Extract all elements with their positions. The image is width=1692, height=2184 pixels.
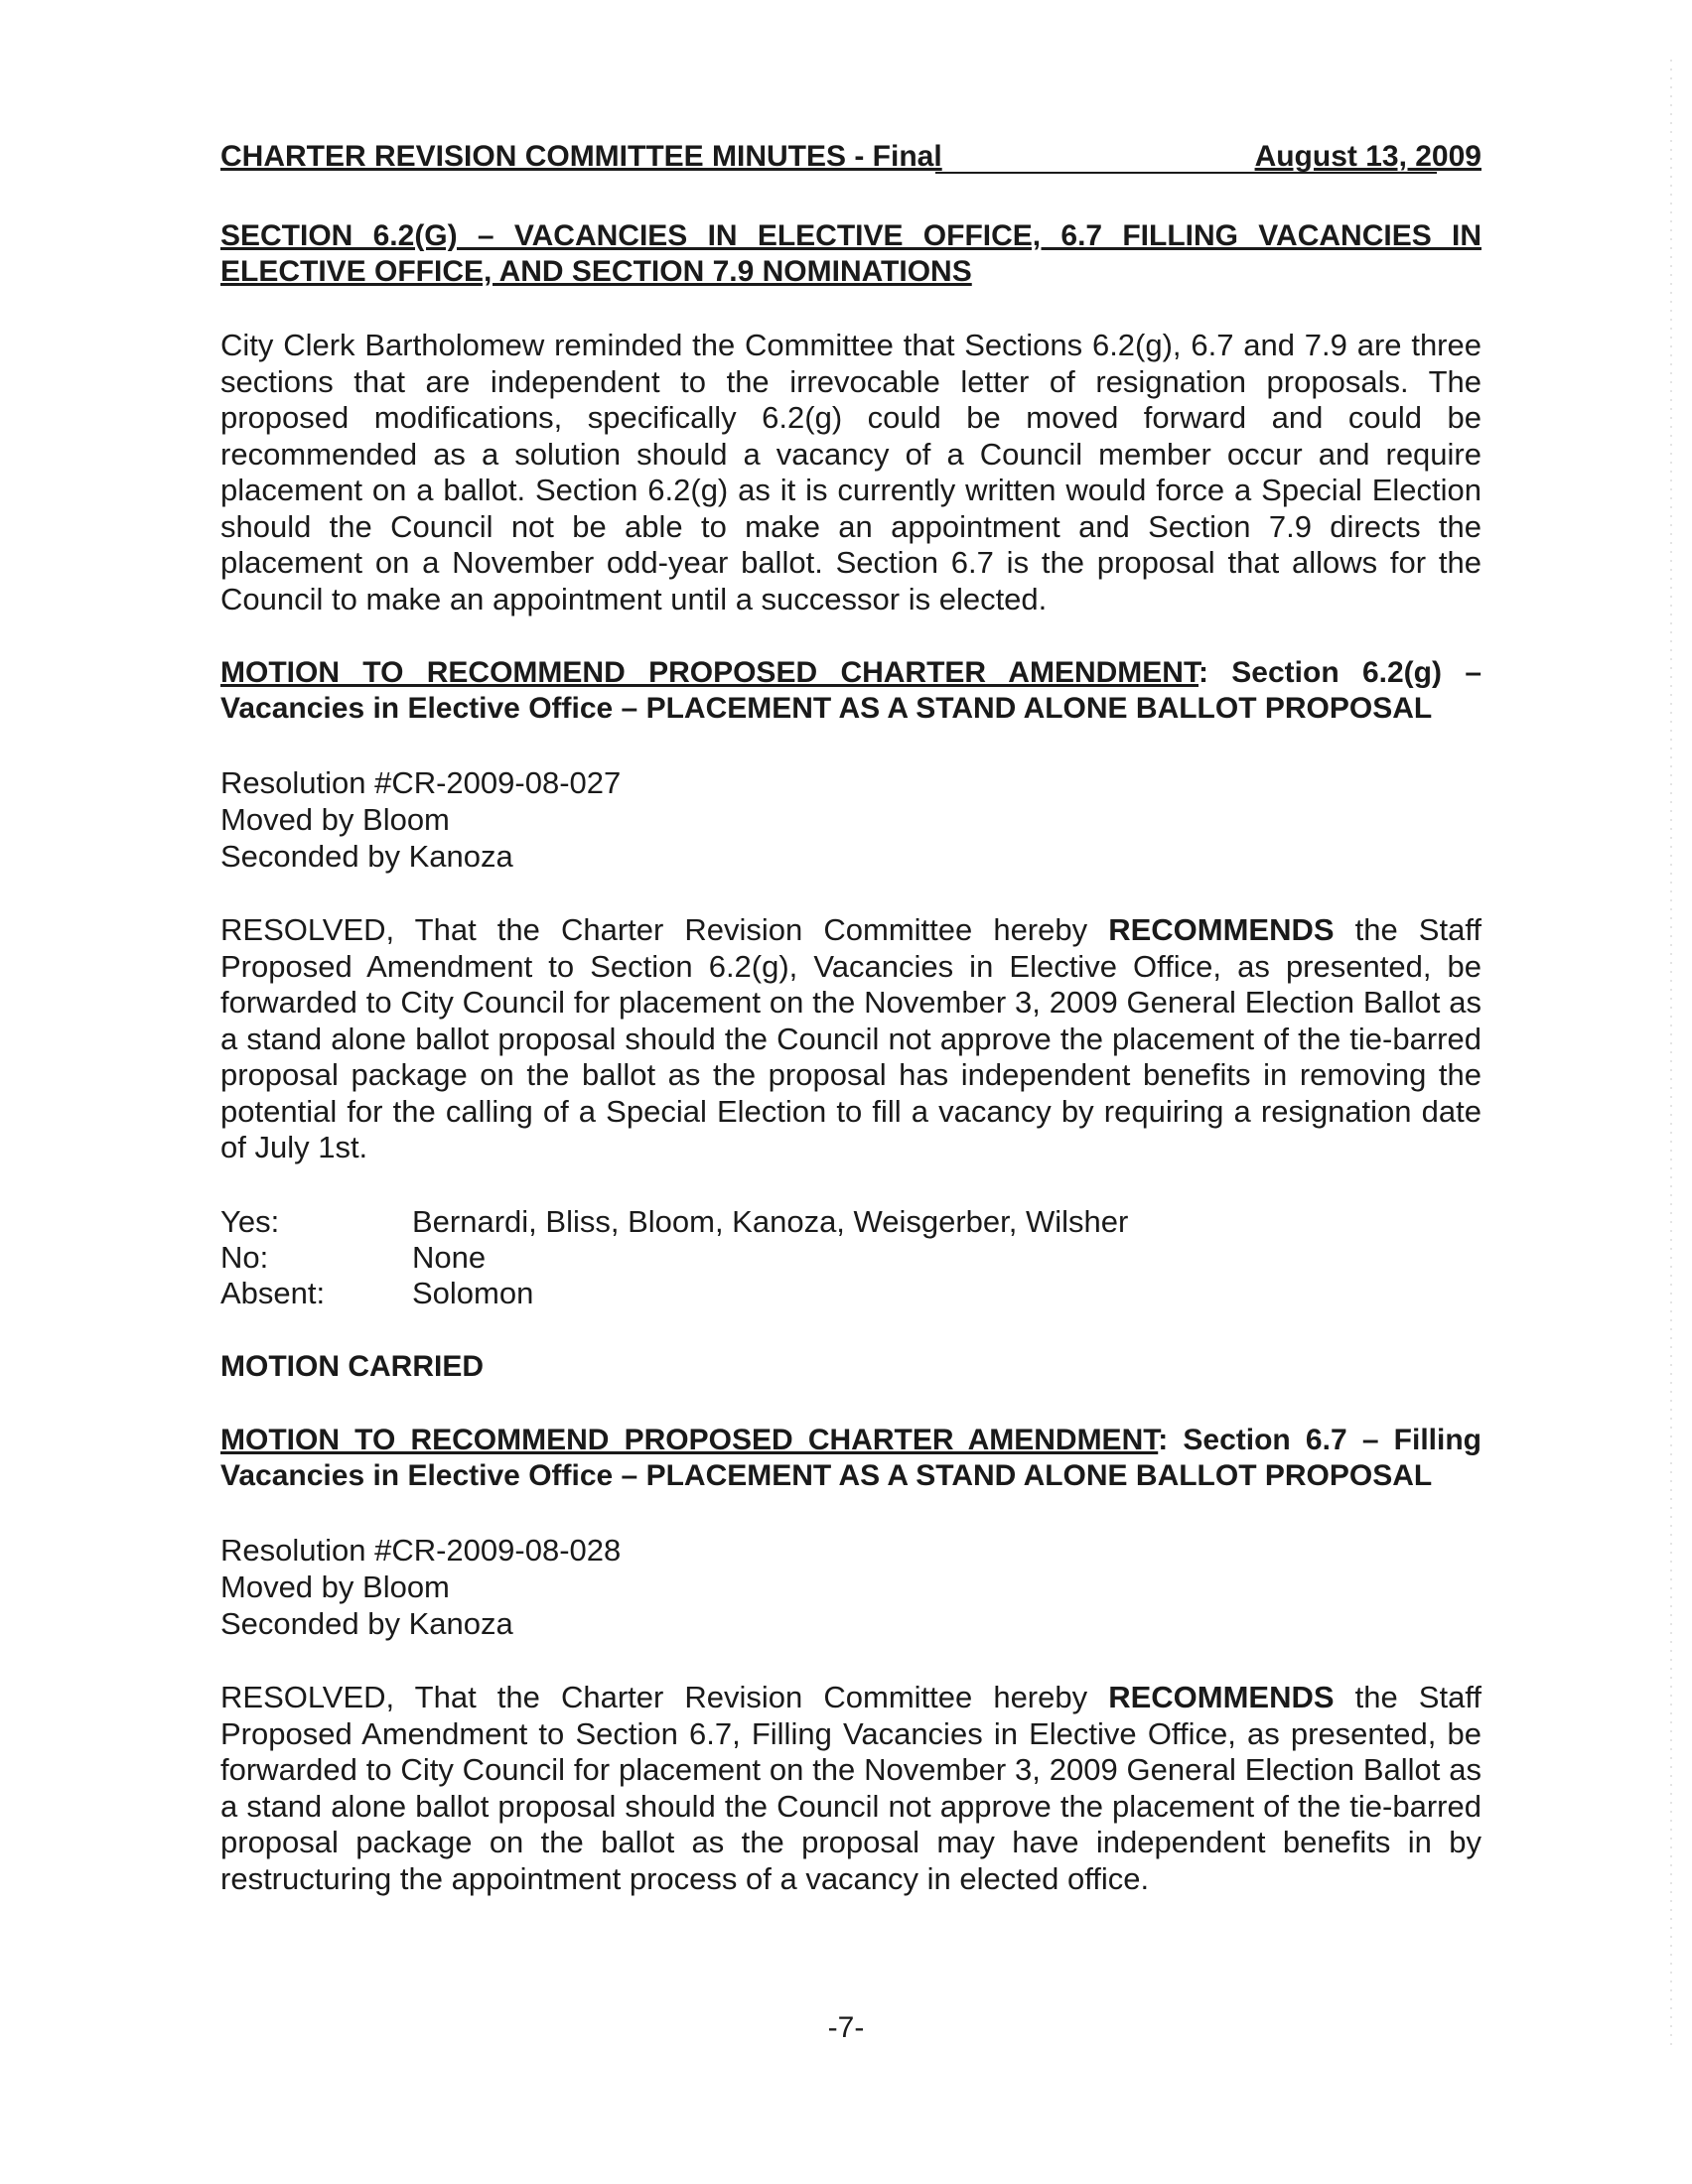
motion-2-seconded-by: Seconded by Kanoza (220, 1606, 513, 1641)
motion-1-resolved-bold: RECOMMENDS (1108, 912, 1335, 947)
motion-1-seconded-by: Seconded by Kanoza (220, 839, 513, 874)
motion-2-resolution-block (220, 1532, 1481, 1642)
motion-1-moved-by: Moved by Bloom (220, 802, 450, 837)
motion-1-resolved-post: the Staff Proposed Amendment to Section 6.2(g), Vacancies in Elective Office, as presented, be forwarded to City Council for placement on the November 3, 2009 General Election Ballot as a stand alone ballot proposal should the Council not approve the placement of the tie-barred proposal package on the ballot as the proposal has independent benefits in removing the potential for the calling of a Special Election to fill a vacancy by requiring a resignation date of July 1st. (220, 912, 1481, 1164)
vote-row-absent (220, 1276, 1481, 1311)
scan-margin-marks (1670, 60, 1672, 2045)
vote-row-yes (220, 1204, 1481, 1240)
motion-1-resolved-text (220, 912, 1481, 1166)
motion-2-heading (220, 1423, 1481, 1494)
vote-yes-label: Yes: (220, 1203, 280, 1239)
vote-absent-label: Absent: (220, 1275, 326, 1310)
vote-row-no (220, 1240, 1481, 1276)
motion-1-heading-rest: : Section 6.2(g) – Vacancies in Elective Office – PLACEMENT AS A STAND ALONE BALLOT PROPOSAL (220, 656, 1481, 725)
vote-absent-value: Solomon (412, 1275, 534, 1310)
vote-no-value: None (412, 1239, 487, 1275)
motion-1-heading-underlined: MOTION TO RECOMMEND PROPOSED CHARTER AMENDMENT (220, 656, 1198, 689)
motion-1-resolved-pre: RESOLVED, That the Charter Revision Committee hereby (220, 912, 1109, 947)
motion-2-resolved-text (220, 1680, 1481, 1897)
motion-2-resolved-bold: RECOMMENDS (1108, 1680, 1335, 1714)
motion-2-resolved-post: the Staff Proposed Amendment to Section 6.7, Filling Vacancies in Elective Office, as presented, be forwarded to City Council for placement on the November 3, 2009 General Election Ballot as a stand alone ballot proposal should the Council not approve the placement of the tie-barred proposal package on the ballot as the proposal may have independent benefits in by restructuring the appointment process of a vacancy in elected office. (220, 1680, 1481, 1896)
vote-no-label: No: (220, 1239, 269, 1275)
vote-yes-value: Bernardi, Bliss, Bloom, Kanoza, Weisgerber, Wilsher (412, 1203, 1129, 1239)
motion-1-carried: MOTION CARRIED (220, 1349, 484, 1383)
section-title: SECTION 6.2(G) – VACANCIES IN ELECTIVE OFFICE, 6.7 FILLING VACANCIES IN ELECTIVE OFFICE, AND SECTION 7.9 NOMINATIONS (220, 219, 1481, 288)
motion-1-resolution-number: Resolution #CR-2009-08-027 (220, 765, 622, 800)
page-header (220, 139, 1481, 179)
document-page (220, 139, 1481, 1897)
page-number: -7- (827, 2011, 865, 2044)
motion-2-moved-by: Moved by Bloom (220, 1570, 450, 1604)
motion-2-resolved-pre: RESOLVED, That the Charter Revision Committee hereby (220, 1680, 1109, 1714)
motion-2-resolution-number: Resolution #CR-2009-08-028 (220, 1533, 622, 1568)
motion-1-votes (220, 1204, 1481, 1311)
motion-2-heading-underlined: MOTION TO RECOMMEND PROPOSED CHARTER AMENDMENT (220, 1424, 1159, 1456)
motion-1-heading (220, 655, 1481, 727)
document-title: CHARTER REVISION COMMITTEE MINUTES - Final (220, 140, 942, 173)
motion-2-heading-rest: : Section 6.7 – Filling Vacancies in Elective Office – PLACEMENT AS A STAND ALONE BALLOT PROPOSAL (220, 1424, 1481, 1492)
document-date: August 13, 2009 (1254, 140, 1481, 173)
motion-1-resolution-block (220, 764, 1481, 875)
intro-paragraph: City Clerk Bartholomew reminded the Committee that Sections 6.2(g), 6.7 and 7.9 are three sections that are independent to the irrevocable letter of resignation proposals. The proposed modifications, specifically 6.2(g) could be moved forward and could be recommended as a solution should a vacancy of a Council member occur and require placement on a ballot. Section 6.2(g) as it is currently written would force a Special Election should the Council not be able to make an appointment and Section 7.9 directs the placement on a November odd-year ballot. Section 6.7 is the proposal that allows for the Council to make an appointment until a successor is elected. (220, 328, 1481, 616)
